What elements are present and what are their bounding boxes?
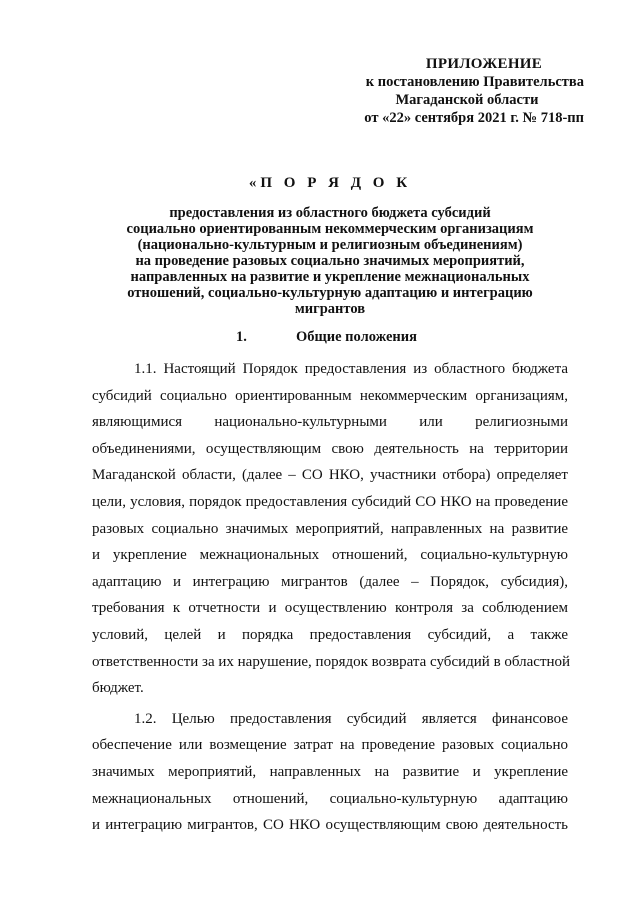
appendix-header: [300, 55, 590, 127]
document-title-word: «П О Р Я Д О К: [248, 175, 412, 191]
document-title-line: (национально-культурным и религиозным объединениям): [137, 237, 523, 253]
text-line: 1.2. Целью предоставления субсидий является финансовое: [134, 710, 568, 727]
paragraph-1-2: [92, 706, 568, 839]
document-title-line: отношений, социально-культурную адаптацию и интеграцию: [127, 285, 533, 301]
document-title-line: предоставления из областного бюджета субсидий: [169, 205, 491, 221]
document-title-line: направленных на развитие и укрепление межнациональных: [130, 269, 530, 285]
text-line: и интеграцию мигрантов, СО НКО осуществляющим свою деятельность: [92, 817, 568, 834]
text-line: цели, условия, порядок предоставления субсидий СО НКО на проведение: [92, 493, 568, 510]
body-text: [92, 356, 571, 839]
text-line: объединениями, осуществляющим свою деятельность на территории: [92, 440, 568, 457]
text-line: субсидий социально ориентированным некоммерческим организациям,: [92, 387, 568, 404]
section-number: 1.: [236, 329, 247, 345]
document-title-line: социально ориентированным некоммерческим организациям: [126, 221, 534, 237]
appendix-title: ПРИЛОЖЕНИЕ: [425, 56, 543, 72]
document-title-line: мигрантов: [294, 301, 366, 317]
appendix-line-region: Магаданской области: [395, 92, 539, 108]
document-title-line: на проведение разовых социально значимых мероприятий,: [135, 253, 525, 269]
text-line: 1.1. Настоящий Порядок предоставления из областного бюджета: [134, 361, 568, 377]
text-line: разовых социально значимых мероприятий, направленных на развитие: [92, 520, 568, 537]
text-line: ответственности за их нарушение, порядок возврата субсидий в областной: [92, 653, 571, 670]
text-line: адаптацию и интеграцию мигрантов (далее – Порядок, субсидия),: [92, 573, 568, 590]
text-line: являющимися национально-культурными или религиозными: [92, 414, 568, 431]
text-line: и укрепление межнациональных отношений, социально-культурную: [92, 547, 568, 564]
document-title: [90, 175, 570, 317]
text-line: бюджет.: [92, 680, 144, 697]
appendix-line-resolution: к постановлению Правительства: [365, 74, 584, 90]
text-line: значимых мероприятий, направленных на развитие и укрепление: [92, 763, 568, 780]
text-line: обеспечение или возмещение затрат на проведение разовых социально: [92, 737, 568, 754]
text-line: условий, целей и порядка предоставления субсидий, а также: [92, 626, 568, 643]
appendix-line-date: от «22» сентября 2021 г. № 718-пп: [364, 110, 584, 126]
text-line: межнациональных отношений, социально-культурную адаптацию: [92, 790, 568, 807]
section-title: Общие положения: [296, 329, 417, 345]
paragraph-1-1: [92, 356, 571, 702]
text-line: Магаданской области, (далее – СО НКО, участники отбора) определяет: [92, 467, 568, 484]
text-line: требования к отчетности и осуществлению контроля за соблюдением: [92, 600, 568, 617]
